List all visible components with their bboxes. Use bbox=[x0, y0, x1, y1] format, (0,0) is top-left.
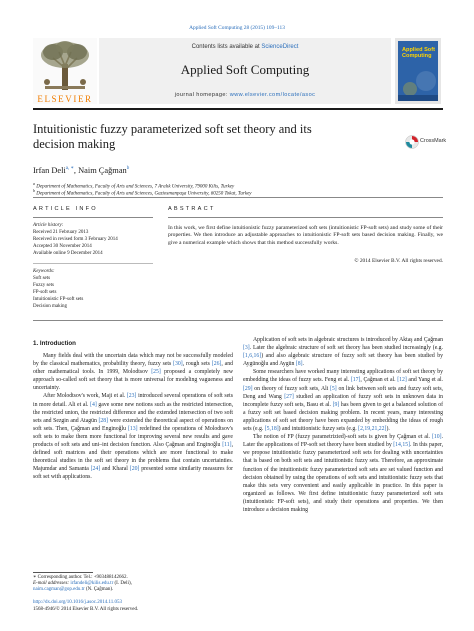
author-separator: , bbox=[73, 165, 79, 175]
keyword: Decision making bbox=[33, 304, 68, 309]
abstract-heading: ABSTRACT bbox=[168, 206, 216, 212]
email-owner: (I. Deli), bbox=[113, 581, 132, 586]
cover-image bbox=[398, 41, 438, 101]
divider bbox=[33, 197, 443, 198]
keyword: FP-soft sets bbox=[33, 290, 57, 295]
citation-link[interactable]: [4] bbox=[90, 401, 97, 408]
paragraph-text: , Çağman et al. bbox=[360, 377, 398, 384]
email-note bbox=[33, 587, 113, 593]
journal-title: Applied Soft Computing bbox=[180, 62, 310, 77]
abstract-copyright: © 2014 Elsevier B.V. All rights reserved. bbox=[354, 258, 443, 264]
paragraph-text: Application of soft sets in algebraic structures is introduced by Aktaş and Çağman bbox=[253, 337, 443, 343]
cover-title: Applied Soft Computing bbox=[402, 47, 435, 60]
homepage-line bbox=[99, 92, 391, 98]
paragraph-text: Many fields deal with the uncertain data which may not be successfully modeled by the classical mathematics, probability theory, fuzzy sets bbox=[33, 353, 233, 368]
citation-link[interactable]: [3] bbox=[243, 345, 250, 352]
title-line-1: Intuitionistic fuzzy parameterized soft set theory and its bbox=[33, 122, 312, 136]
divider bbox=[33, 320, 443, 321]
footnote-rule bbox=[33, 572, 93, 573]
abstract-text: In this work, we first define intuitionistic fuzzy parameterized soft sets (intuitionistic FP-soft sets) and study some of their properties. We then introduce an adjustable approaches to intuitionistic FP-soft sets based decision making. Finally, we give a numerical example which shows that this method successfully works. bbox=[168, 225, 443, 246]
author-name[interactable]: Naim Çağman bbox=[78, 165, 127, 175]
journal-cover[interactable] bbox=[395, 38, 441, 104]
crossmark-label: CrossMark bbox=[420, 138, 447, 144]
paragraph-text: and Yang et al. bbox=[406, 377, 443, 384]
paragraph-text: gave some new notions such as the restricted intersection, the restricted union, the restricted difference and the extended intersection of two soft sets and Sezgin and Atagün bbox=[33, 401, 234, 424]
crossmark-icon bbox=[405, 135, 419, 149]
citation-link[interactable]: [28] bbox=[98, 417, 109, 424]
journal-masthead bbox=[33, 36, 443, 106]
contents-prefix: Contents lists available at bbox=[191, 44, 262, 50]
body-paragraph bbox=[33, 392, 233, 481]
citation-link[interactable]: [23] bbox=[126, 393, 137, 400]
divider bbox=[33, 263, 153, 264]
paragraph-text: The notion of FP (fuzzy parametrizied)-soft sets is given by Çağman et al. bbox=[253, 434, 432, 441]
body-paragraph bbox=[243, 336, 443, 368]
masthead-center bbox=[99, 38, 391, 104]
email-label: E-mail addresses: bbox=[33, 581, 71, 586]
elsevier-wordmark: ELSEVIER bbox=[37, 94, 93, 104]
paragraph-text: introduced several operations of soft sets in more detail. Ali et al. bbox=[33, 393, 233, 408]
paragraph-text: . Later the applications of FP-soft set theory have been studied by bbox=[243, 434, 443, 449]
paragraph-text: , rough sets bbox=[182, 361, 212, 368]
citation-link[interactable]: [10] bbox=[431, 434, 442, 441]
citation-link[interactable]: [17] bbox=[350, 377, 361, 384]
affiliation-marker: b bbox=[33, 188, 35, 193]
citation-link[interactable]: [12] bbox=[397, 377, 407, 384]
history-item: Received in revised form 3 February 2014 bbox=[33, 237, 118, 242]
history-item: Accepted 30 November 2014 bbox=[33, 244, 92, 249]
history-item: Received 21 February 2013 bbox=[33, 230, 89, 235]
paragraph-text: . Later the algebraic structure of soft set theory has been studied increasingly (e.g. bbox=[249, 345, 443, 352]
corresponding-author-note: ∗ Corresponding author. Tel.: +903488142662. bbox=[33, 575, 128, 580]
citation-link[interactable]: [27] bbox=[284, 393, 294, 400]
journal-reference[interactable]: Applied Soft Computing 28 (2015) 109–113 bbox=[189, 25, 285, 31]
affiliation-marker: a bbox=[33, 181, 35, 186]
masthead-rule bbox=[33, 108, 443, 110]
crossmark-badge[interactable] bbox=[405, 132, 453, 152]
citation-link[interactable]: [29] bbox=[243, 385, 253, 392]
keywords-label: Keywords: bbox=[33, 269, 55, 274]
citation-link[interactable]: [8] bbox=[295, 361, 303, 368]
body-paragraph bbox=[243, 368, 443, 433]
paragraph-text: on theory of fuzzy soft sets, Ali bbox=[252, 385, 331, 392]
email-link[interactable]: naim.cagman@gop.edu.tr bbox=[33, 587, 85, 592]
author-superscript[interactable]: a, ∗ bbox=[65, 166, 74, 171]
citation-link[interactable]: [25] bbox=[151, 369, 161, 376]
affiliation-text: Department of Mathematics, Faculty of Arts and Sciences, Gaziosmanpaşa University, 60250 Tokat, Turkey bbox=[36, 191, 252, 197]
right-column bbox=[243, 336, 443, 514]
paragraph-text: Some researchers have worked many interesting applications of soft set theory by embedding the ideas of fuzzy sets. Feng et al. bbox=[243, 369, 443, 384]
email-owner: (N. Çağman). bbox=[84, 587, 114, 592]
contents-line bbox=[99, 44, 391, 50]
paragraph-text: has been given to get a balanced solution of a fuzzy soft set based decision making problem. In recent years, many interesting applications of soft set theory have been expanded by embedding the ideas of rough sets (e.g. bbox=[243, 401, 443, 433]
paragraph-text: ) and also algebraic structure of fuzzy soft set theory has been studied by Aygünoğlu and Aygün bbox=[243, 353, 443, 368]
citation-link[interactable]: [5,18] bbox=[264, 426, 279, 433]
paragraph-text: were extended the theoretical aspect of operations on soft sets. Then, Çağman and Enginoğlu bbox=[33, 417, 233, 432]
citation-link[interactable]: [30] bbox=[173, 361, 183, 368]
keyword: Intuitionistic FP-soft sets bbox=[33, 297, 84, 302]
citation-link[interactable]: [20] bbox=[129, 466, 140, 473]
paragraph-text: proposed a completely new approach so-called soft set theory that is more universal for modeling vagueness and uncertainty. bbox=[33, 369, 233, 392]
citation-link[interactable]: [2,19,21,22] bbox=[358, 426, 387, 433]
paragraph-text: . bbox=[302, 361, 304, 368]
doi-link[interactable]: http://dx.doi.org/10.1016/j.asoc.2014.11.053 bbox=[33, 600, 123, 605]
citation-link[interactable]: [24] bbox=[90, 466, 101, 473]
keyword: Soft sets bbox=[33, 276, 51, 281]
body-paragraph bbox=[243, 433, 443, 514]
paragraph-text: ) and intuitionistic fuzzy sets (e.g. bbox=[278, 426, 359, 433]
homepage-link[interactable]: www.elsevier.com/locate/asoc bbox=[229, 92, 316, 98]
author-superscript[interactable]: b bbox=[126, 166, 130, 171]
paragraph-text: on link between soft sets and fuzzy soft sets, Deng and Wang bbox=[243, 385, 443, 400]
issn-line: 1568-4946/© 2014 Elsevier B.V. All rights reserved. bbox=[33, 607, 139, 612]
history-item: Available online 9 December 2014 bbox=[33, 251, 103, 256]
body-paragraph bbox=[33, 352, 233, 392]
cover-pattern-icon bbox=[398, 41, 438, 101]
paragraph-text: . In this paper, we propose intuitionistic fuzzy parameterized soft sets for dealing with uncertainties that is based on both soft sets and intuitionistic fuzzy sets. Therefore, an approximate function of the intuitionistic fuzzy parameterized soft sets are set valued function and decision obtained by using the operations of soft sets and intuitionistic fuzzy sets that make this sets very convenient and easily applicable in practice. In this paper is organized as follows. We first define intuitionistic fuzzy parameterized soft sets (intuitionistic FP-soft sets), and study their operations and properties. We then introduce a decision making bbox=[243, 442, 444, 513]
paragraph-text: and Kharal bbox=[100, 466, 130, 473]
affiliation bbox=[33, 188, 252, 197]
author-list bbox=[33, 165, 129, 175]
paragraph-text: After Molodtsov's work, Maji et al. bbox=[43, 393, 127, 400]
title-line-2: decision making bbox=[33, 136, 116, 151]
paragraph-text: , and other mathematical tools. In 1999, Molodtsov bbox=[33, 361, 233, 376]
paragraph-text: , defined soft matrices and their operations which are more functional to make theoretical studies in the soft set theory in the problems that contain uncertainties. Majumdar and Samanta bbox=[33, 442, 233, 473]
left-column bbox=[33, 352, 233, 482]
affiliation-text: Department of Mathematics, Faculty of Arts and Sciences, 7 Aralık University, 79000 Kilis, Turkey bbox=[36, 184, 235, 190]
citation-link[interactable]: [14,15] bbox=[393, 442, 411, 449]
tree-icon bbox=[33, 38, 97, 94]
paper-title bbox=[33, 122, 373, 151]
citation-link[interactable]: [13] bbox=[127, 425, 138, 432]
citation-link[interactable]: [1,6,16] bbox=[243, 353, 262, 360]
keyword: Fuzzy sets bbox=[33, 283, 54, 288]
author-name[interactable]: Irfan Deli bbox=[33, 165, 66, 175]
paragraph-text: ). bbox=[386, 426, 390, 433]
citation-link[interactable]: [9] bbox=[332, 401, 340, 408]
sciencedirect-link[interactable]: ScienceDirect bbox=[261, 44, 299, 50]
citation-link[interactable]: [11] bbox=[222, 442, 232, 449]
divider bbox=[33, 217, 153, 218]
article-info-heading: ARTICLE INFO bbox=[33, 206, 98, 212]
paragraph-text: redefined the operations of Molodtsov's soft sets to make them more functional for improving several new results and gave products of soft sets and uni–int decision function. Also Çağman and Enginoğlu bbox=[33, 425, 233, 449]
paragraph-text: presented some similarity measures for soft set with applications. bbox=[33, 466, 233, 481]
citation-link[interactable]: [5] bbox=[330, 385, 337, 392]
divider bbox=[168, 217, 443, 218]
article-history-label: Article history: bbox=[33, 223, 64, 228]
email-link[interactable]: irfandeli@kilis.edu.tr bbox=[70, 581, 114, 586]
section-heading: 1. Introduction bbox=[33, 340, 76, 347]
paragraph-text: studied an application of fuzzy soft sets in unknown data in incomplete fuzzy soft sets, Basu et al. bbox=[243, 393, 443, 408]
homepage-prefix: journal homepage: bbox=[174, 92, 230, 98]
citation-link[interactable]: [26] bbox=[211, 361, 222, 368]
elsevier-logo[interactable] bbox=[33, 38, 97, 104]
